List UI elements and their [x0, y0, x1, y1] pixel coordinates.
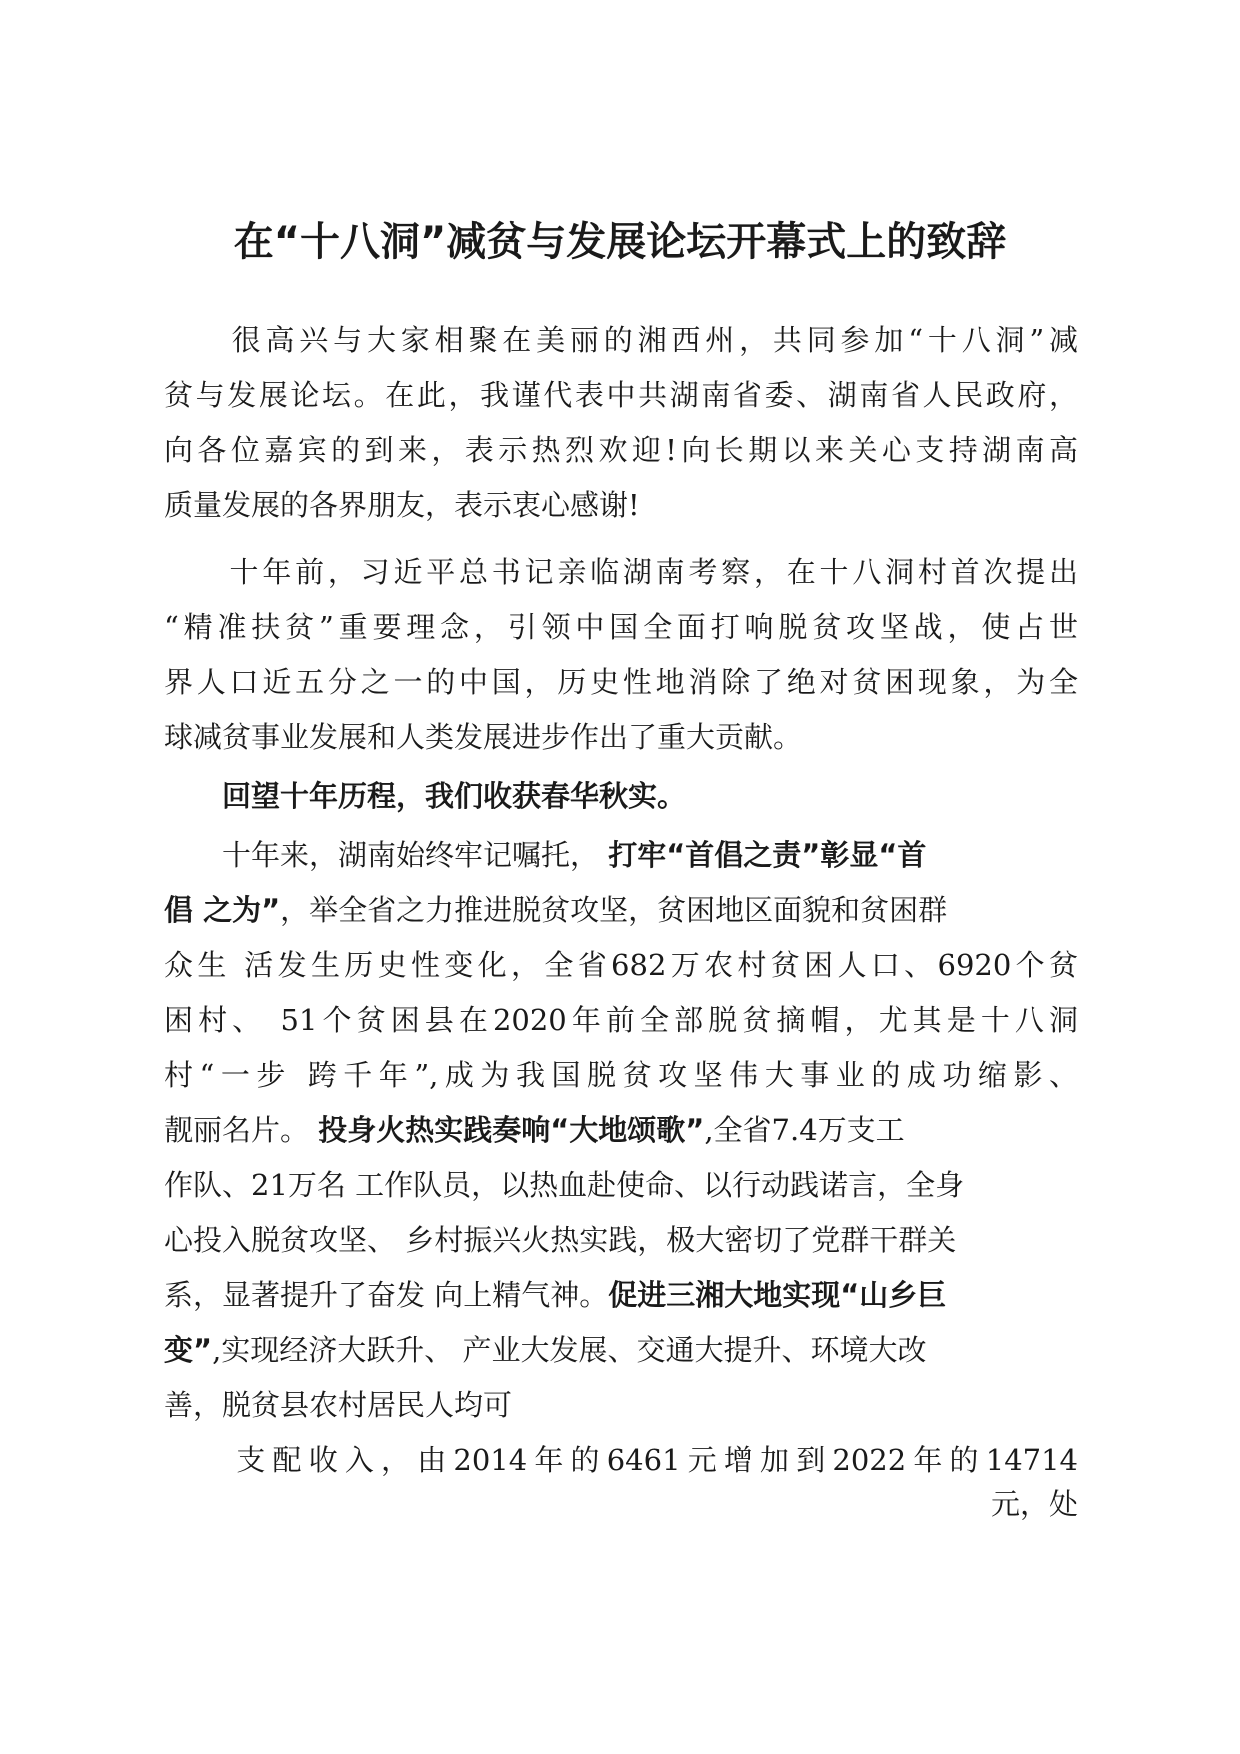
paragraph-line: 很高兴与大家相聚在美丽的湘西州，共同参加“十八洞”减: [164, 323, 1078, 357]
paragraph-line: 界人口近五分之一的中国，历史性地消除了绝对贫困现象，为全: [164, 665, 1078, 699]
bold-phrase: 促进三湘大地实现“山乡巨: [608, 1278, 947, 1312]
paragraph-line: [164, 1273, 1078, 1317]
paragraph-line: [164, 1108, 1078, 1152]
bold-phrase: 打牢“首倡之责”彰显“首: [608, 838, 927, 872]
paragraph-line: 球减贫事业发展和人类发展进步作出了重大贡献。: [164, 720, 803, 754]
paragraph-line: 十年前，习近平总书记亲临湖南考察，在十八洞村首次提出: [164, 555, 1078, 589]
bold-phrase: 投身火热实践奏响“大地颂歌”: [318, 1113, 705, 1147]
text-run: 靓丽名片。: [164, 1113, 319, 1147]
text-run: ,全省7.4万支工: [704, 1113, 905, 1147]
text-run: 系，显著提升了奋发 向上精气神。: [164, 1278, 609, 1312]
section-heading: 回望十年历程，我们收获春华秋实。: [164, 779, 687, 813]
text-run: ，举全省之力推进脱贫攻坚，贫困地区面貌和贫困群: [280, 893, 948, 927]
paragraph-line: 质量发展的各界朋友，表示衷心感谢!: [164, 488, 640, 522]
paragraph-line: 贫与发展论坛。在此，我谨代表中共湖南省委、湖南省人民政府，: [164, 378, 1078, 412]
paragraph-line: 元，处: [990, 1487, 1078, 1521]
paragraph-line: [164, 833, 1078, 877]
text-run: 十年来，湖南始终牢记嘱托，: [164, 838, 609, 872]
bold-phrase: 倡 之为”: [164, 893, 281, 927]
paragraph-line: [164, 888, 1078, 932]
paragraph-line: 向各位嘉宾的到来，表示热烈欢迎!向长期以来关心支持湖南高: [164, 433, 1078, 467]
paragraph-line: 困村、 51个贫困县在2020年前全部脱贫摘帽，尤其是十八洞: [164, 1003, 1078, 1037]
paragraph-line: 作队、21万名 工作队员，以热血赴使命、以行动践诺言，全身: [164, 1168, 965, 1202]
text-run: ,实现经济大跃升、 产业大发展、交通大提升、环境大改: [212, 1333, 927, 1367]
paragraph-line: 村“一步 跨千年”,成为我国脱贫攻坚伟大事业的成功缩影、: [164, 1058, 1078, 1092]
paragraph-line: “精准扶贫”重要理念，引领中国全面打响脱贫攻坚战，使占世: [164, 610, 1078, 644]
paragraph-line: 支配收入，由2014年的6461元增加到2022年的14714: [164, 1443, 1078, 1477]
document-title: 在“十八洞”减贫与发展论坛开幕式上的致辞: [233, 219, 1007, 265]
paragraph-line: 众生 活发生历史性变化，全省682万农村贫困人口、6920个贫: [164, 948, 1078, 982]
paragraph-line: 善，脱贫县农村居民人均可: [164, 1388, 513, 1422]
paragraph-line: [164, 1328, 1078, 1372]
paragraph-line: 心投入脱贫攻坚、 乡村振兴火热实践，极大密切了党群干群关: [164, 1223, 957, 1257]
bold-phrase: 变”: [164, 1333, 213, 1367]
